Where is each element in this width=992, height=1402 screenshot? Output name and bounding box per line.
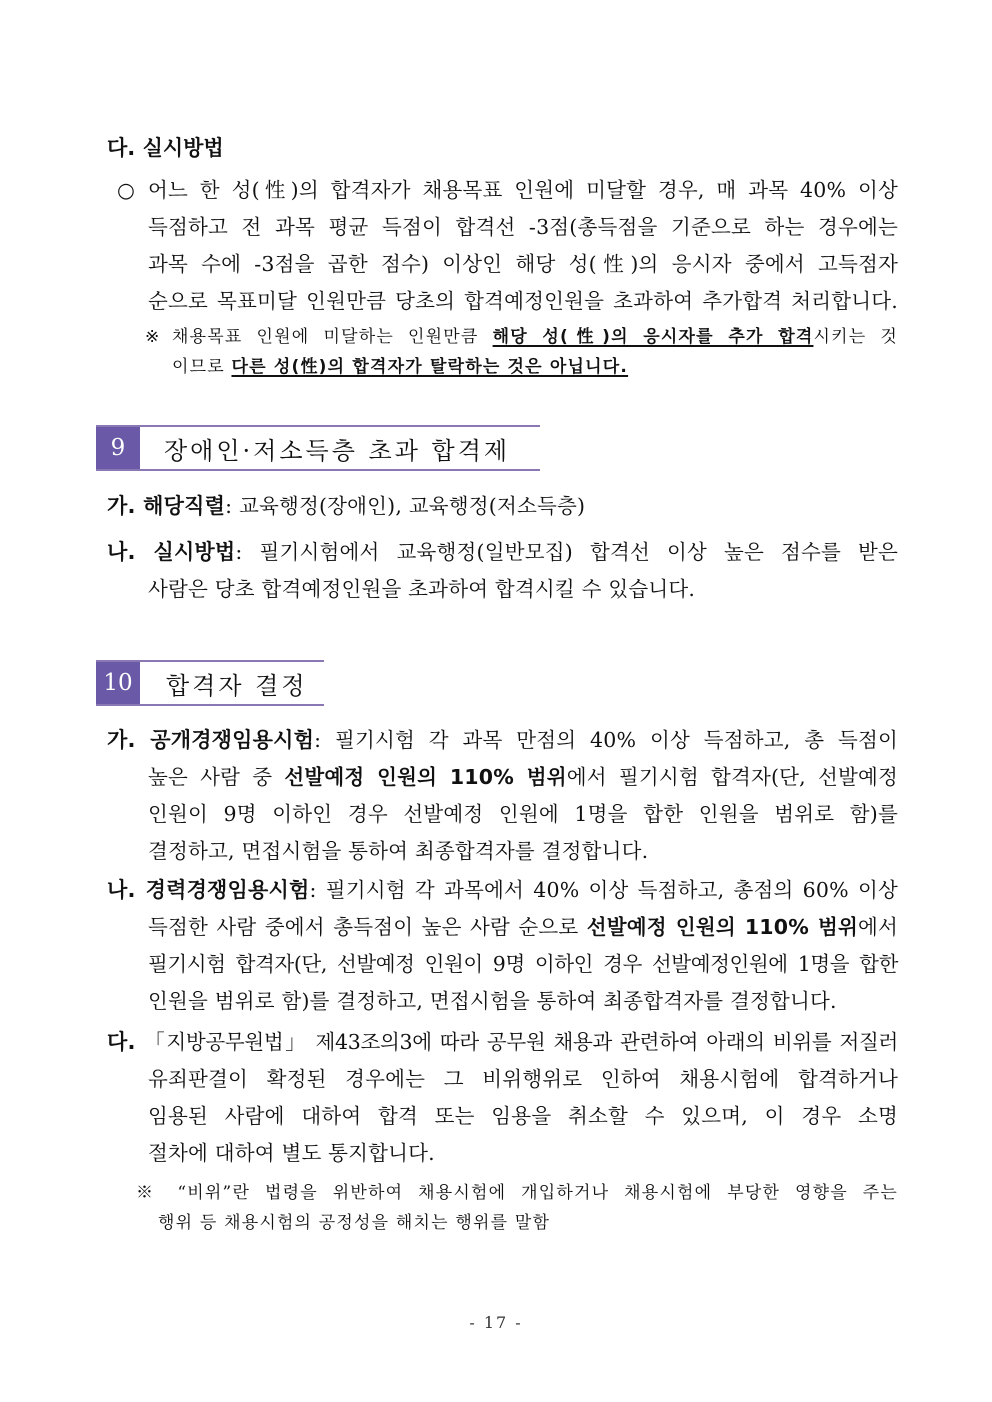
item-text: : 교육행정(장애인), 교육행정(저소득층) [225, 494, 586, 518]
item-text: 에서 [858, 915, 899, 939]
na10-line-1 [107, 872, 898, 909]
section-9-number: 9 [96, 427, 140, 469]
da10-line-4: 절차에 대하여 별도 통지합니다. [148, 1141, 435, 1165]
section-10-item-na [107, 872, 898, 1020]
section-10-title: 합격자 결정 [166, 671, 308, 700]
note-text: 이므로 [172, 357, 232, 377]
bullet-circle: ○ [117, 178, 136, 202]
section-da-line-4: 순으로 목표미달 인원만큼 당초의 합격예정인원을 초과하여 추가합격 처리합니다. [148, 289, 898, 313]
note-emphasis: 다른 성(性)의 합격자가 탈락하는 것은 아닙니다. [231, 357, 629, 377]
da10-line-2: 유죄판결이 확정된 경우에는 그 비위행위로 인하여 채용시험에 합격하거나 [148, 1067, 898, 1091]
section-10-number: 10 [96, 662, 140, 704]
section-10-item-da [107, 1024, 898, 1172]
ga-line-3: 인원이 9명 이하인 경우 선발예정 인원에 1명을 합한 인원을 범위로 함)를 [148, 802, 898, 826]
na-line-1 [107, 534, 898, 571]
item-text: : 필기시험 각 과목에서 40% 이상 득점하고, 총점의 60% 이상 [309, 878, 898, 902]
section-10-note [136, 1178, 898, 1238]
item-label: 가. 해당직렬 [107, 494, 226, 518]
da10-line-3: 임용된 사람에 대하여 합격 또는 임용을 취소할 수 있으며, 이 경우 소명 [148, 1104, 898, 1128]
ga-line-2 [107, 759, 898, 796]
na-line-2: 사람은 당초 합격예정인원을 초과하여 합격시킬 수 있습니다. [148, 577, 696, 601]
section-da-heading: 다. 실시방법 [107, 136, 224, 160]
na10-line-4: 인원을 범위로 함)를 결정하고, 면접시험을 통하여 최종합격자를 결정합니다. [148, 989, 837, 1013]
note-line-1 [172, 322, 898, 352]
item-text: 득점한 사람 중에서 총득점이 높은 사람 순으로 [148, 915, 587, 939]
section-da-line-2: 득점하고 전 과목 평균 득점이 합격선 -3점(총득점을 기준으로 하는 경우에는 [148, 215, 898, 239]
item-emphasis: 선발예정 인원의 110% 범위 [586, 915, 858, 939]
section-9-header [96, 425, 540, 471]
da10-line-1 [107, 1024, 898, 1061]
item-label: 나. 실시방법 [107, 540, 236, 564]
note-emphasis: 해당 성(性)의 응시자를 추가 합격 [492, 327, 814, 347]
na10-line-3: 필기시험 합격자(단, 선발예정 인원이 9명 이하인 경우 선발예정인원에 1명을 합한 [148, 952, 898, 976]
note-text: 시키는 것 [813, 327, 899, 347]
item-text: 에서 필기시험 합격자(단, 선발예정 [566, 765, 899, 789]
section-10-header [96, 660, 324, 706]
item-text: 「지방공무원법」 제43조의3에 따라 공무원 채용과 관련하여 아래의 비위를 저질러 [144, 1030, 899, 1054]
note-text: 채용목표 인원에 미달하는 인원만큼 [172, 327, 493, 347]
note-mark: ※ [145, 327, 161, 347]
section-da-note [172, 322, 898, 382]
section-9-item-na [107, 534, 898, 608]
section-9-item-ga [107, 488, 585, 525]
section-10-item-ga [107, 722, 898, 870]
page-number: - 17 - [469, 1313, 523, 1332]
ga-line-1 [107, 722, 898, 759]
note10-line-1: ※ “비위”란 법령을 위반하여 채용시험에 개입하거나 채용시험에 부당한 영향을 주는 [136, 1183, 898, 1203]
item-text: : 필기시험 각 과목 만점의 40% 이상 득점하고, 총 득점이 [314, 728, 898, 752]
section-da-body [148, 172, 898, 320]
na10-line-2 [107, 909, 898, 946]
item-label: 다. [107, 1030, 136, 1054]
item-label: 가. 공개경쟁임용시험 [107, 728, 315, 752]
ga-line-4: 결정하고, 면접시험을 통하여 최종합격자를 결정합니다. [148, 839, 649, 863]
section-da-line-3: 과목 수에 -3점을 곱한 점수) 이상인 해당 성(性)의 응시자 중에서 고득점자 [148, 252, 898, 276]
item-text: 높은 사람 중 [148, 765, 285, 789]
section-9-title: 장애인·저소득층 초과 합격제 [164, 436, 511, 465]
section-da-line-1: 어느 한 성(性)의 합격자가 채용목표 인원에 미달할 경우, 매 과목 40% 이상 [148, 178, 898, 202]
item-label: 나. 경력경쟁임용시험 [107, 878, 310, 902]
item-text: : 필기시험에서 교육행정(일반모집) 합격선 이상 높은 점수를 받은 [235, 540, 898, 564]
item-emphasis: 선발예정 인원의 110% 범위 [284, 765, 567, 789]
note-line-2 [172, 352, 898, 382]
note10-line-2: 행위 등 채용시험의 공정성을 해치는 행위를 말함 [158, 1213, 551, 1233]
